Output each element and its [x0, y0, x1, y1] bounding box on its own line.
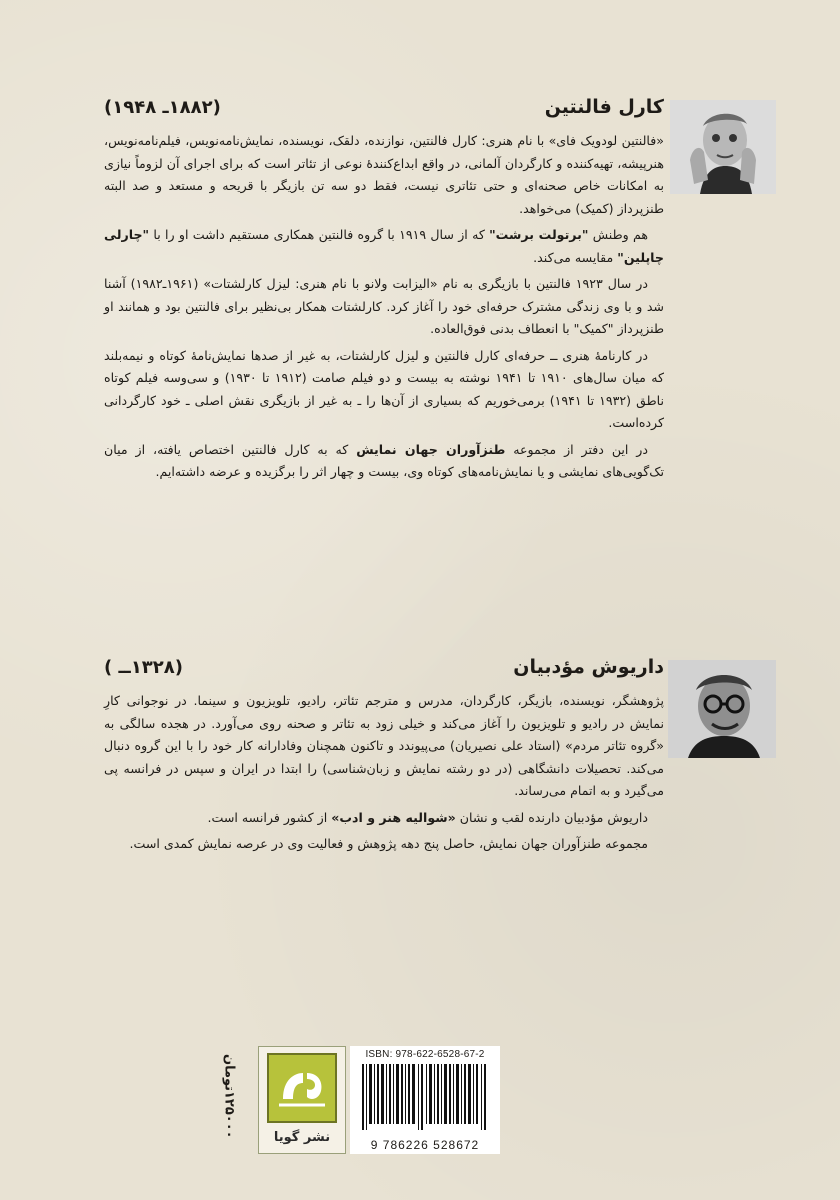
isbn-barcode [350, 1046, 500, 1154]
karl-valentin-paragraph-5: در این دفتر از مجموعه طنزآوران جهان نمایش که به کارل فالنتین اختصاص یافته، از میان تک‌گویی‌های نمایشی و یا نمایش‌نامه‌های کوتاه وی، بیست و چهار اثر را برگزیده و عرضه داشته‌ایم. [104, 441, 664, 479]
dariush-moaddabian-portrait [668, 660, 776, 758]
karl-valentin-portrait [670, 100, 776, 194]
karl-valentin-paragraph-3: در سال ۱۹۲۳ فالنتین با بازیگری به نام «الیزابت ولانو با نام هنری: لیزل کارلشتات» (۱۹۶۱ـ۱۹۸۲) آشنا شد و با وی زندگی مشترک حرفه‌ای خود را آغاز کرد. کارلشتات همکار بی‌نظیر برای فالنتین بود و همانند او طنزپرداز "کمیک" با انعطاف بدنی فوق‌العاده. [104, 276, 664, 336]
karl-valentin-paragraph-2: هم وطنش "برتولت برشت" که از سال ۱۹۱۹ با گروه فالنتین همکاری مستقیم داشت او را با "چارلی چاپلین" مقایسه می‌کند. [104, 227, 664, 265]
publisher-logo [258, 1046, 346, 1154]
barcode-number: 9 786226 528672 [370, 1138, 480, 1152]
dariush-moaddabian-section [104, 656, 664, 860]
dariush-moaddabian-paragraph-1: پژوهشگر، نویسنده، بازیگر، کارگردان، مدرس و مترجم تئاتر، رادیو، تلویزیون و سینما. در نوجوانی کارِ نمایش در رادیو و تلویزیون را آغاز می‌کند و خیلی زود به تئاتر و صحنه روی می‌آورد. در هجده سالگی به «گروه تئاتر مردم» (استاد علی نصیریان) می‌پیوندد و تاکنون همچنان وفادارانه کار خود را با این گروه دنبال می‌کند. تحصیلات دانشگاهی (در دو رشته نمایش و زبان‌شناسی) را ابتدا در ایران و سپس در فرانسه پی می‌گیرد و به اتمام می‌رساند. [104, 693, 664, 798]
karl-valentin-dates: (۱۸۸۲ـ ۱۹۴۸) [104, 97, 221, 118]
brecht-name: "برتولت برشت" [489, 227, 589, 242]
isbn-text: ISBN: 978-622-6528-67-2 [365, 1049, 485, 1060]
price-label [216, 1046, 242, 1154]
price-value: ۱۲۵۰۰۰ [221, 1090, 237, 1139]
dariush-moaddabian-name: داریوش مؤدبیان [513, 656, 664, 678]
barcode-icon [360, 1064, 490, 1130]
chevalier-title: «شوالیه هنر و ادب» [331, 809, 456, 825]
karl-valentin-name: کارل فالنتین [544, 96, 664, 118]
price-unit: تومان [221, 1053, 237, 1091]
karl-valentin-paragraph-4: در کارنامهٔ هنری ــ حرفه‌ای کارل فالنتین و لیزل کارلشتات، به غیر از صدها نمایش‌نامهٔ کوتاه و نیمه‌بلند که میان سال‌های ۱۹۱۰ تا ۱۹۴۱ نوشته به بیست و دو فیلم صامت (۱۹۱۲ تا ۱۹۳۰) و سی‌وسه فیلم کوتاه ناطق (۱۹۳۲ تا ۱۹۴۱) برمی‌خوریم که بسیاری از آن‌ها را ـ به غیر از بازیگری نقش اصلی ـ خود کارگردانی کرده‌است. [104, 347, 664, 430]
karl-valentin-paragraph-1: «فالنتین لودویک فای» با نام هنری: کارل فالنتین، نوازنده، دلقک، نویسنده، نمایش‌نامه‌نویس، فیلم‌نامه‌نویس، هنرپیشه، تهیه‌کننده و کارگردان آلمانی، در واقع ابداع‌کنندهٔ نوعی از تئاتر است که برای اجرای آن لزوماً نیازی به امکانات خاص صحنه‌ای و حتی تئاتری نیست، فقط دو سه تن بازیگر با قریحه و مستعد و صد البته طنزپرداز (کمیک) می‌خواهد. [104, 133, 664, 216]
publisher-name: نشر گویا [273, 1130, 331, 1145]
karl-valentin-section [104, 96, 664, 488]
dariush-moaddabian-paragraph-2: داریوش مؤدبیان دارنده لقب و نشان «شوالیه هنر و ادب» از کشور فرانسه است. [207, 809, 648, 825]
publisher-mark-icon [267, 1053, 337, 1123]
dariush-moaddabian-dates: (۱۳۲۸ــ ) [104, 657, 183, 678]
chaplin-name: "چارلی چاپلین" [104, 227, 664, 265]
dariush-moaddabian-paragraph-3: مجموعه طنزآوران جهان نمایش، حاصل پنج دهه پژوهش و فعالیت وی در عرصه نمایش کمدی است. [129, 836, 648, 851]
series-title: طنزآوران جهان نمایش [356, 441, 506, 457]
